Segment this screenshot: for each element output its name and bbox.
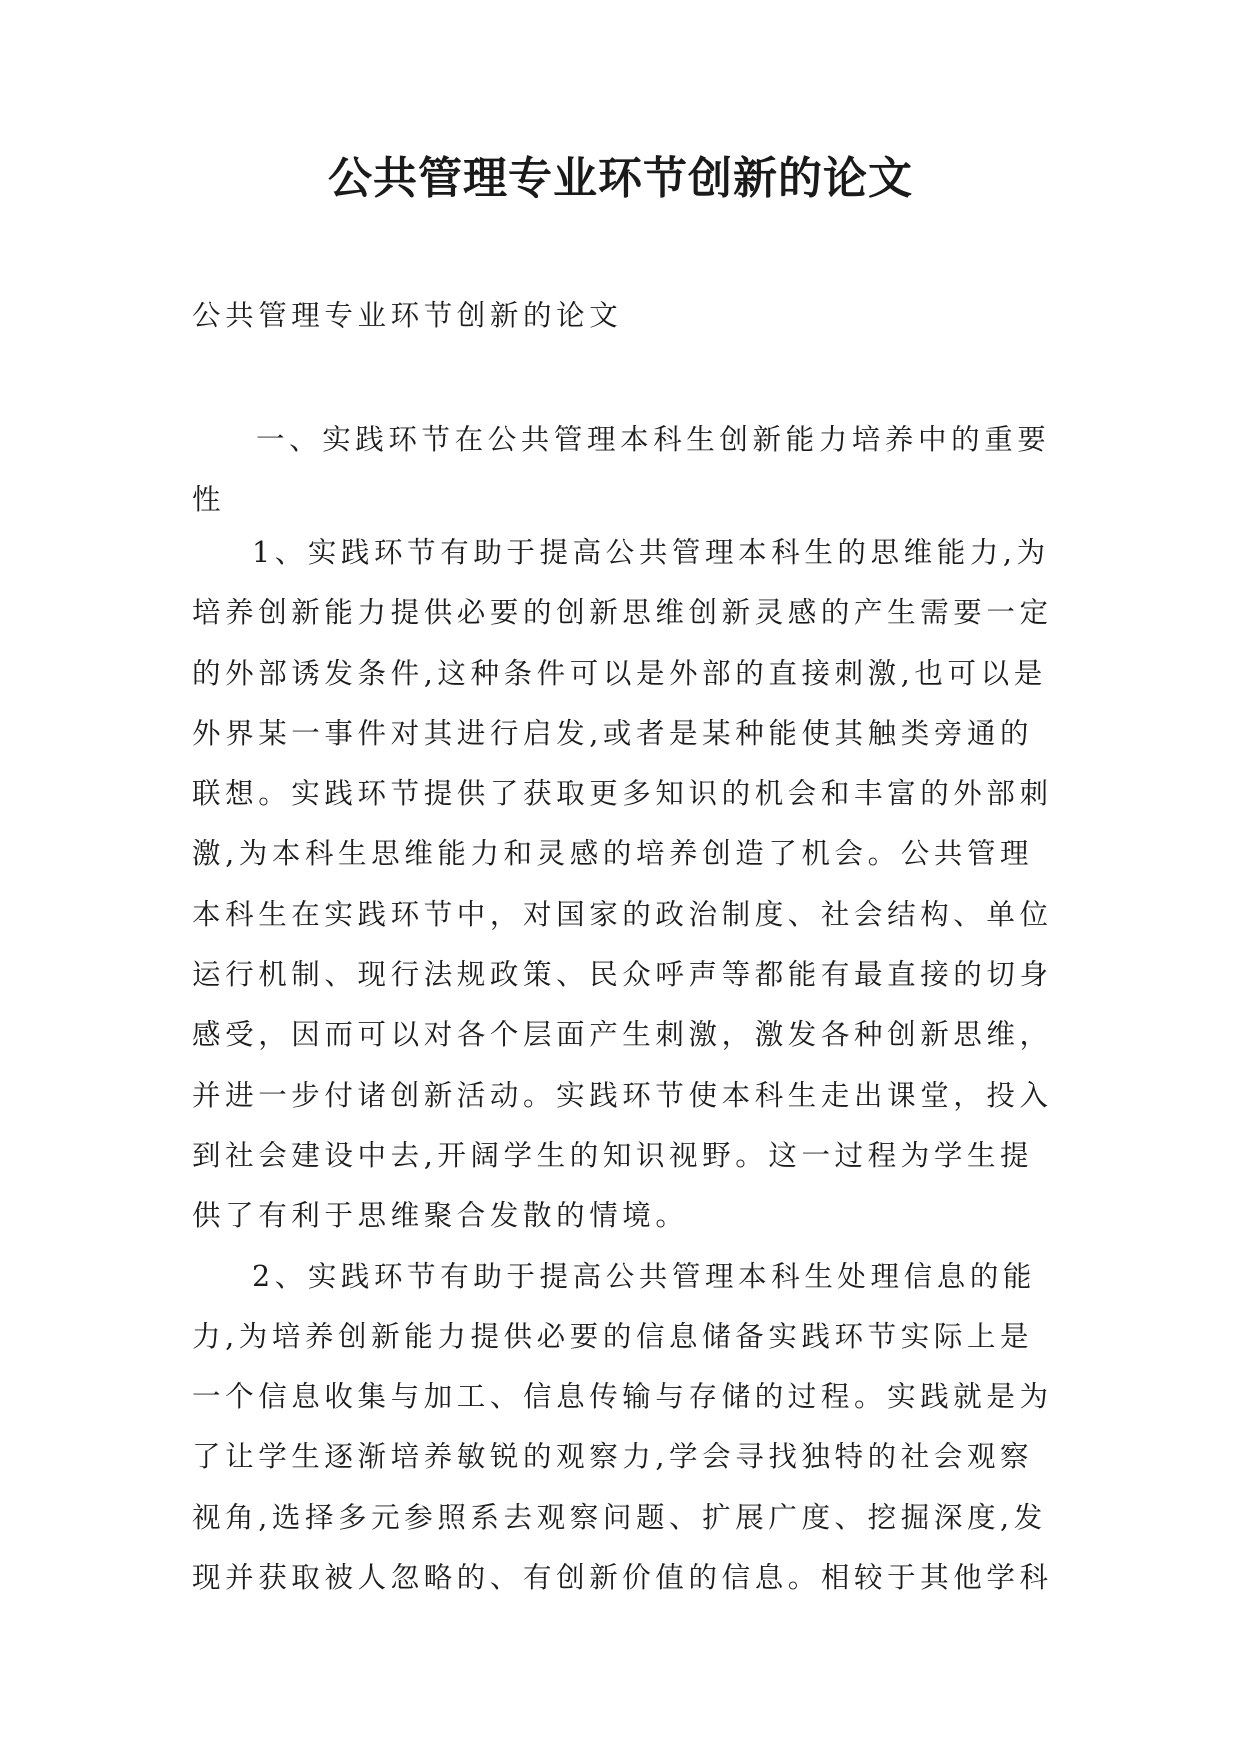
section-heading: 一、实践环节在公共管理本科生创新能力培养中的重要性 — [192, 423, 1051, 516]
document-title: 公共管理专业环节创新的论文 — [328, 153, 913, 204]
document-body — [192, 523, 1062, 1608]
paragraph: 2、实践环节有助于提高公共管理本科生处理信息的能力,为培养创新能力提供必要的信息储备实践环节实际上是一个信息收集与加工、信息传输与存储的过程。实践就是为了让学生逐渐培养敏锐的观察力,学会寻找独特的社会观察视角,选择多元参照系去观察问题、扩展广度、挖掘深度,发现并获取被人忽略的、有创新价值的信息。相较于其他学科 — [192, 1259, 1053, 1595]
document-subtitle: 公共管理专业环节创新的论文 — [192, 299, 623, 332]
paragraph: 1、实践环节有助于提高公共管理本科生的思维能力,为培养创新能力提供必要的创新思维创新灵感的产生需要一定的外部诱发条件,这种条件可以是外部的直接刺激,也可以是外界某一事件对其进行启发,或者是某种能使其触类旁通的联想。实践环节提供了获取更多知识的机会和丰富的外部刺激,为本科生思维能力和灵感的培养创造了机会。公共管理本科生在实践环节中，对国家的政治制度、社会结构、单位运行机制、现行法规政策、民众呼声等都能有最直接的切身感受，因而可以对各个层面产生刺激，激发各种创新思维，并进一步付诸创新活动。实践环节使本科生走出课堂，投入到社会建设中去,开阔学生的知识视野。这一过程为学生提供了有利于思维聚合发散的情境。 — [192, 536, 1053, 1233]
